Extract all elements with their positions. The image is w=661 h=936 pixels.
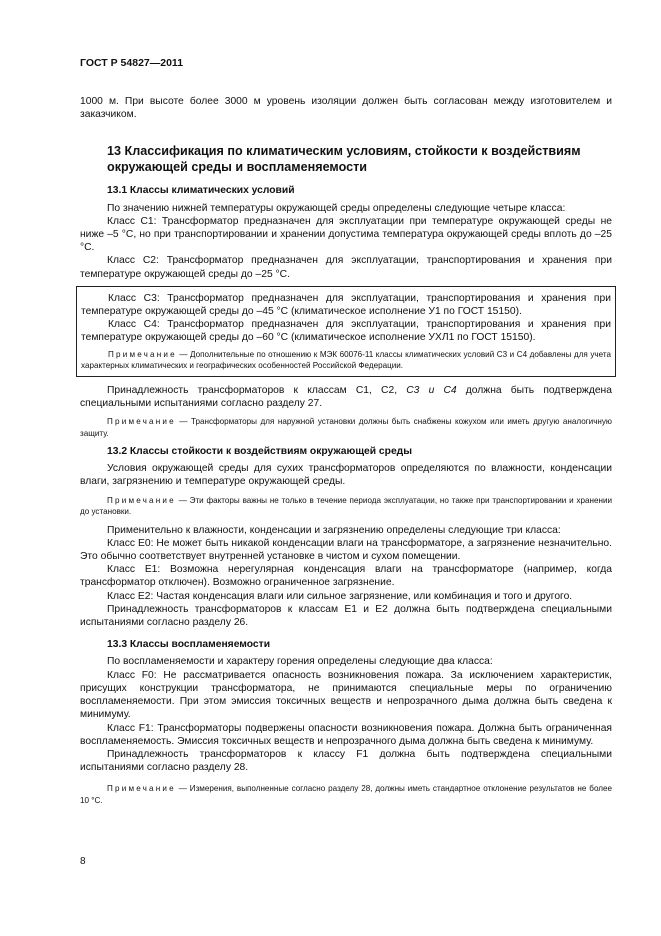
paragraph: Условия окружающей среды для сухих трансформаторов определяются по влажности, конденсации влаги, загрязнению и температуре окружающей среды. <box>80 463 612 488</box>
note-text: — Измерения, выполненные согласно разделу 28, должны иметь стандартное отклонение результатов не более 10 °С. <box>80 784 612 805</box>
text-span: Принадлежность трансформаторов к классам С1, С2, <box>107 384 407 396</box>
subsection-13-3-title: 13.3 Классы воспламеняемости <box>107 639 271 651</box>
note-label: Примечание <box>108 349 177 359</box>
class-e1-paragraph: Класс Е1: Возможна нерегулярная конденсация влаги на трансформаторе (например, когда трансформатор отключен). Возможно ограниченное загрязнение. <box>80 564 612 589</box>
class-c4-paragraph: Класс С4: Трансформатор предназначен для эксплуатации, транспортирования и хранения при температуре окружающей среды до –60 °С (климатическое исполнение УХЛ1 по ГОСТ 15150). <box>81 319 611 344</box>
section-13-title: 13 Классификация по климатическим условиям, стойкости к воздействиям окружающей среды и воспламеняемости <box>107 144 581 174</box>
class-f0-paragraph: Класс F0: Не рассматривается опасность возникновения пожара. За исключением характеристик, присущих конструкции трансформатора, не принимаются специальные меры по ограничению воспламеняемости. При этом эмиссия токсичных веществ и непрозрачного дыма должна быть сведена к минимуму. <box>80 669 612 721</box>
class-c2-paragraph: Класс С2: Трансформатор предназначен для эксплуатации, транспортирования и хранения при температуре окружающей среды до –25 °С. <box>80 255 612 280</box>
class-e2-paragraph: Класс Е2: Частая конденсация влаги или сильное загрязнение, или комбинация и того и другого. <box>107 590 573 602</box>
page-number: 8 <box>80 856 86 867</box>
paragraph: По значению нижней температуры окружающей среды определены следующие четыре класса: <box>107 202 566 214</box>
note <box>80 495 612 518</box>
class-c1-paragraph: Класс С1: Трансформатор предназначен для эксплуатации при температуре окружающей среды не ниже –5 °С, но при транспортировании и хранении допустима температура окружающей среды вплоть до –25 °С. <box>80 215 612 254</box>
class-e0-paragraph: Класс Е0: Не может быть никакой конденсации влаги на трансформаторе, а загрязнение незначительно. Это обычно соответствует внутренней установке в чистом и сухом помещении. <box>80 537 612 563</box>
note <box>80 416 612 439</box>
box-note <box>81 349 611 372</box>
text-span: должна быть подтверждена специальными испытаниями согласно разделу 27. <box>80 384 612 409</box>
paragraph: Принадлежность трансформаторов к классам Е1 и Е2 должна быть подтверждена специальными испытаниями согласно разделу 26. <box>80 603 612 629</box>
intro-paragraph: 1000 м. При высоте более 3000 м уровень изоляции должен быть согласован между изготовителем и заказчиком. <box>80 96 612 121</box>
note-text: — Эти факторы важны не только в течение периода эксплуатации, но также при транспортировании и хранении до установки. <box>80 495 612 517</box>
note-text: — Трансформаторы для наружной установки должны быть снабжены кожухом или иметь другую аналогичную защиту. <box>80 417 612 438</box>
italic-span: С3 и С4 <box>406 384 457 396</box>
paragraph <box>80 384 612 410</box>
paragraph: По воспламеняемости и характеру горения определены следующие два класса: <box>107 656 493 668</box>
paragraph: Принадлежность трансформаторов к классу F1 должна быть подтверждена специальными испытаниями согласно разделу 28. <box>80 748 612 774</box>
class-c3-paragraph: Класс С3: Трансформатор предназначен для эксплуатации, транспортирования и хранения при температуре окружающей среды до –45 °С (климатическое исполнение У1 по ГОСТ 15150). <box>81 292 611 318</box>
subsection-13-1-title: 13.1 Классы климатических условий <box>107 185 295 197</box>
note-text: — Дополнительные по отношению к МЭК 60076-11 классы климатических условий С3 и С4 добавлены для учета характерных климатических и географических особенностей Российской Федерации. <box>81 349 611 371</box>
document-header: ГОСТ Р 54827—2011 <box>80 57 184 69</box>
note <box>80 783 612 806</box>
note-label: Примечание <box>107 495 176 505</box>
note-label: Примечание <box>107 784 176 794</box>
paragraph: Применительно к влажности, конденсации и загрязнению определены следующие три класса: <box>107 524 561 536</box>
class-f1-paragraph: Класс F1: Трансформаторы подвержены опасности возникновения пожара. Должна быть ограниченная воспламеняемость. Эмиссия токсичных веществ и непрозрачного дыма должна быть сведена к минимуму. <box>80 722 612 747</box>
document-body <box>80 95 612 812</box>
subsection-13-2-title: 13.2 Классы стойкости к воздействиям окружающей среды <box>107 446 413 458</box>
note-label: Примечание <box>107 417 176 427</box>
boxed-addition <box>76 286 616 377</box>
